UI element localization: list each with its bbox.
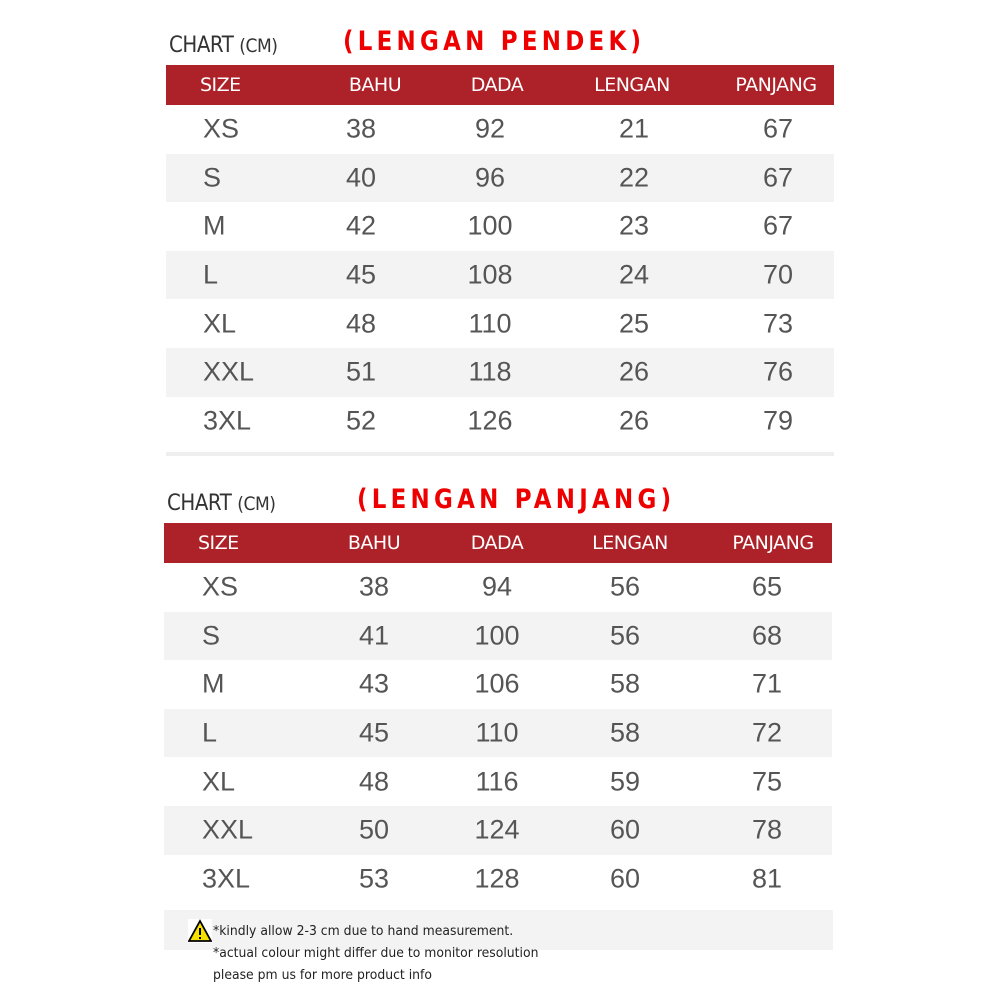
cell-size: 3XL	[203, 405, 252, 436]
cell-lengan: 60	[609, 863, 641, 894]
cell-size: XXL	[202, 814, 254, 845]
header-size: SIZE	[200, 74, 241, 96]
table-row	[166, 251, 834, 300]
table-row	[166, 348, 834, 397]
unit-label: (CM)	[237, 493, 276, 515]
cell-lengan: 58	[609, 668, 641, 699]
cell-panjang: 78	[751, 814, 783, 845]
cell-bahu: 48	[345, 308, 377, 339]
table-row	[166, 299, 834, 348]
cell-dada: 126	[467, 405, 513, 436]
table-row	[166, 397, 834, 446]
cell-panjang: 75	[751, 766, 783, 797]
table-row	[166, 202, 834, 251]
chart-label: CHART	[169, 33, 234, 58]
cell-panjang: 67	[762, 113, 794, 144]
header-bahu: BAHU	[347, 532, 401, 554]
header-size: SIZE	[198, 532, 239, 554]
cell-lengan: 24	[618, 259, 650, 290]
cell-bahu: 43	[358, 668, 390, 699]
cell-panjang: 73	[762, 308, 794, 339]
short-chart-label	[169, 33, 278, 58]
cell-size: M	[202, 668, 225, 699]
cell-bahu: 45	[358, 717, 390, 748]
cell-size: XS	[203, 113, 240, 144]
note-colour: *actual colour might differ due to monitor resolution	[213, 945, 539, 961]
divider	[166, 452, 834, 456]
table-row	[164, 563, 832, 612]
cell-dada: 94	[481, 571, 513, 602]
cell-lengan: 56	[609, 571, 641, 602]
cell-lengan: 23	[618, 210, 650, 241]
cell-size: M	[203, 210, 226, 241]
short-sleeve-table	[166, 65, 834, 445]
cell-panjang: 67	[762, 210, 794, 241]
short-sleeve-title: (LENGAN PENDEK)	[343, 26, 646, 57]
cell-panjang: 65	[751, 571, 783, 602]
table-row	[166, 154, 834, 203]
cell-lengan: 21	[618, 113, 650, 144]
cell-size: XS	[202, 571, 239, 602]
cell-bahu: 45	[345, 259, 377, 290]
table-row	[164, 855, 832, 904]
table-row	[164, 806, 832, 855]
cell-panjang: 67	[762, 162, 794, 193]
cell-size: 3XL	[202, 863, 251, 894]
cell-size: L	[203, 259, 219, 290]
cell-dada: 100	[467, 210, 513, 241]
table-header	[166, 65, 834, 105]
long-chart-label	[167, 491, 276, 516]
cell-bahu: 51	[345, 356, 377, 387]
cell-dada: 92	[474, 113, 506, 144]
cell-size: XXL	[203, 356, 255, 387]
cell-dada: 110	[468, 308, 512, 339]
note-contact: please pm us for more product info	[213, 967, 433, 983]
cell-bahu: 38	[345, 113, 377, 144]
unit-label: (CM)	[239, 35, 278, 57]
cell-bahu: 53	[358, 863, 390, 894]
cell-size: S	[202, 620, 221, 651]
table-header	[164, 523, 832, 563]
cell-dada: 110	[475, 717, 519, 748]
long-sleeve-title: (LENGAN PANJANG)	[357, 484, 676, 515]
long-sleeve-table	[164, 523, 832, 903]
cell-size: S	[203, 162, 222, 193]
cell-panjang: 76	[762, 356, 794, 387]
cell-panjang: 72	[751, 717, 783, 748]
cell-bahu: 41	[358, 620, 390, 651]
header-lengan: LENGAN	[594, 74, 670, 96]
cell-bahu: 38	[358, 571, 390, 602]
table-row	[164, 757, 832, 806]
cell-lengan: 58	[609, 717, 641, 748]
header-bahu: BAHU	[348, 74, 402, 96]
cell-dada: 100	[474, 620, 520, 651]
cell-panjang: 70	[762, 259, 794, 290]
cell-dada: 128	[474, 863, 520, 894]
cell-panjang: 79	[762, 405, 794, 436]
cell-bahu: 52	[345, 405, 377, 436]
header-dada: DADA	[470, 74, 524, 96]
cell-lengan: 60	[609, 814, 641, 845]
header-panjang: PANJANG	[732, 532, 814, 554]
table-row	[166, 105, 834, 154]
cell-dada: 96	[474, 162, 506, 193]
cell-dada: 124	[474, 814, 520, 845]
cell-bahu: 48	[358, 766, 390, 797]
cell-dada: 116	[475, 766, 519, 797]
chart-label: CHART	[167, 491, 232, 516]
warning-icon	[188, 919, 212, 943]
cell-bahu: 42	[345, 210, 377, 241]
cell-lengan: 26	[618, 405, 650, 436]
cell-lengan: 25	[618, 308, 650, 339]
cell-panjang: 71	[751, 668, 783, 699]
cell-size: XL	[203, 308, 237, 339]
cell-lengan: 26	[618, 356, 650, 387]
cell-lengan: 56	[609, 620, 641, 651]
table-row	[164, 709, 832, 758]
cell-size: L	[202, 717, 218, 748]
cell-lengan: 22	[618, 162, 650, 193]
cell-dada: 106	[474, 668, 520, 699]
table-row	[164, 612, 832, 661]
header-panjang: PANJANG	[735, 74, 817, 96]
cell-dada: 108	[467, 259, 513, 290]
cell-panjang: 81	[751, 863, 783, 894]
header-lengan: LENGAN	[592, 532, 668, 554]
table-row	[164, 660, 832, 709]
header-dada: DADA	[470, 532, 524, 554]
cell-bahu: 50	[358, 814, 390, 845]
cell-lengan: 59	[609, 766, 641, 797]
note-measurement: *kindly allow 2-3 cm due to hand measurement.	[213, 923, 514, 939]
cell-size: XL	[202, 766, 236, 797]
cell-bahu: 40	[345, 162, 377, 193]
cell-panjang: 68	[751, 620, 783, 651]
cell-dada: 118	[468, 356, 512, 387]
